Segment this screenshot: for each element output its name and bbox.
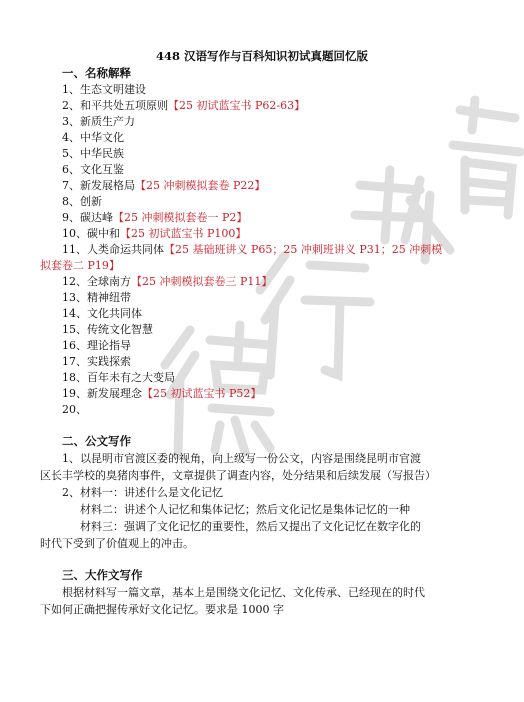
term-item <box>62 129 124 145</box>
question-2-material-3: 材料三：强调了文化记忆的重要性，然后又提出了文化记忆在数字化的 <box>80 520 421 533</box>
term-text: 9、碳达峰 <box>62 211 113 224</box>
question-2-material-3-cont: 时代下受到了价值观上的冲击。 <box>40 537 194 550</box>
term-text: 14、文化共同体 <box>62 307 142 320</box>
term-text: 7、新发展格局 <box>62 179 135 192</box>
term-text: 20、 <box>62 403 87 416</box>
term-reference: 【25 初试蓝宝书 P62-63】 <box>168 99 306 112</box>
term-item <box>62 337 131 353</box>
term-item <box>62 81 146 97</box>
term-text: 13、精神纽带 <box>62 291 131 304</box>
section-heading-official-writing: 二、公文写作 <box>62 434 131 448</box>
essay-prompt-line: 根据材料写一篇文章，基本上是围绕文化记忆、文化传承、已经现在的时代 <box>62 586 425 599</box>
term-item <box>62 113 135 129</box>
term-item <box>62 273 272 289</box>
term-text: 16、理论指导 <box>62 339 131 352</box>
term-reference: 【25 冲刺模拟套卷三 P11】 <box>131 275 273 288</box>
term-text: 3、新质生产力 <box>62 115 135 128</box>
term-reference: 【25 初试蓝宝书 P52】 <box>142 387 262 400</box>
section-heading-terms: 一、名称解释 <box>62 66 131 80</box>
question-1-line: 区长丰学校的臭猪肉事件，文章提供了调查内容，处分结果和后续发展（写报告） <box>40 469 436 482</box>
term-item <box>62 177 265 193</box>
term-reference: 【25 冲刺模拟套卷一 P2】 <box>113 211 248 224</box>
term-text: 17、实践探索 <box>62 355 131 368</box>
term-reference: 【25 冲刺模拟套卷 P22】 <box>135 179 266 192</box>
term-text: 18、百年未有之大变局 <box>62 371 175 384</box>
term-item <box>62 161 124 177</box>
term-item <box>62 305 142 321</box>
term-item <box>62 193 102 209</box>
essay-prompt-line: 下如何正确把握传承好文化记忆。要求是 1000 字 <box>40 603 284 616</box>
term-item <box>62 353 131 369</box>
term-item-continuation <box>40 257 120 273</box>
term-text: 5、中华民族 <box>62 147 124 160</box>
term-item <box>62 385 261 401</box>
term-text: 11、人类命运共同体 <box>62 243 164 256</box>
term-text: 10、碳中和 <box>62 227 120 240</box>
term-text: 8、创新 <box>62 195 102 208</box>
term-item <box>62 289 131 305</box>
term-text: 19、新发展理念 <box>62 387 142 400</box>
term-reference: 【25 基础班讲义 P65；25 冲刺班讲义 P31；25 冲刺模 <box>164 243 443 256</box>
term-text: 15、传统文化智慧 <box>62 323 153 336</box>
term-item <box>62 97 305 113</box>
term-item <box>62 209 247 225</box>
term-item <box>62 401 87 417</box>
term-reference: 拟套卷二 P19】 <box>40 259 120 272</box>
question-2-material-2: 材料二：讲述个人记忆和集体记忆；然后文化记忆是集体记忆的一种 <box>80 503 410 516</box>
term-item <box>62 145 124 161</box>
document-title: 448 汉语写作与百科知识初试真题回忆版 <box>155 49 368 63</box>
term-text: 12、全球南方 <box>62 275 131 288</box>
term-text: 1、生态文明建设 <box>62 83 146 96</box>
term-reference: 【25 初试蓝宝书 P100】 <box>120 227 247 240</box>
term-item <box>62 321 153 337</box>
question-1-line: 1、以昆明市官渡区委的视角，向上级写一份公文，内容是围绕昆明市官渡 <box>62 452 421 465</box>
term-item <box>62 241 442 257</box>
section-heading-essay: 三、大作文写作 <box>62 568 143 582</box>
term-text: 2、和平共处五项原则 <box>62 99 168 112</box>
term-item <box>62 225 246 241</box>
term-item <box>62 369 175 385</box>
term-text: 4、中华文化 <box>62 131 124 144</box>
question-2-material-1: 2、材料一：讲述什么是文化记忆 <box>62 486 223 499</box>
term-text: 6、文化互鉴 <box>62 163 124 176</box>
